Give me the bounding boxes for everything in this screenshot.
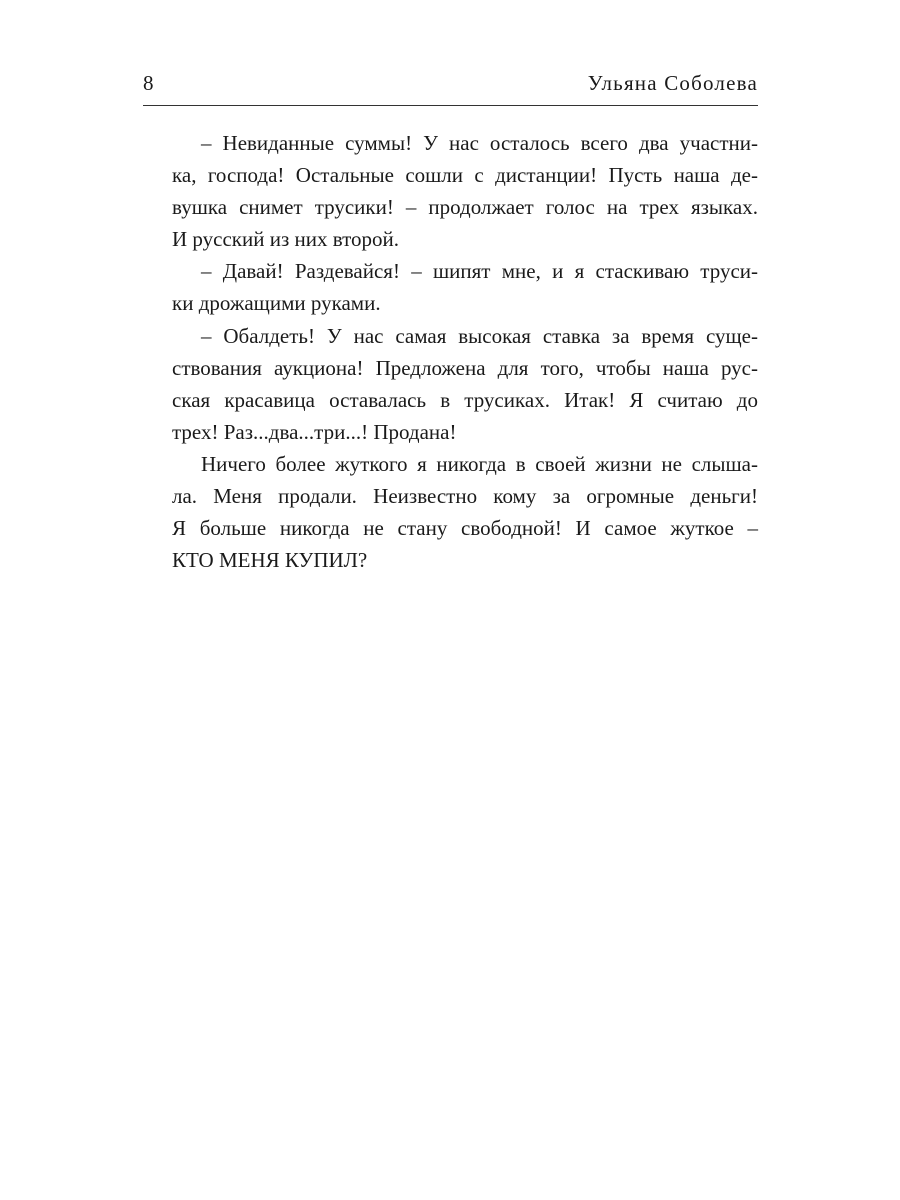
text-line: Я больше никогда не стану свободной! И самое жуткое – (172, 516, 758, 541)
text-line: Ничего более жуткого я никогда в своей жизни не слыша- (201, 451, 758, 476)
header-rule (143, 105, 758, 106)
text-line: ская красавица оставалась в трусиках. Итак! Я считаю до (172, 387, 758, 412)
paragraph (143, 448, 758, 576)
text-line: И русский из них второй. (172, 227, 400, 252)
text-line: ка, господа! Остальные сошли с дистанции! Пусть наша де- (172, 163, 758, 188)
page-header (143, 68, 758, 98)
body-text (143, 127, 758, 576)
running-head-author: Ульяна Соболева (587, 71, 758, 95)
paragraph (143, 320, 758, 448)
text-line: – Невиданные суммы! У нас осталось всего два участни- (201, 131, 758, 155)
text-line: – Обалдеть! У нас самая высокая ставка за время суще- (201, 323, 758, 348)
paragraph (143, 127, 758, 255)
text-line: ки дрожащими руками. (172, 291, 381, 316)
text-line: ствования аукциона! Предложена для того, чтобы наша рус- (172, 355, 758, 380)
page-number: 8 (143, 71, 154, 95)
text-line: вушка снимет трусики! – продолжает голос на трех языках. (172, 195, 758, 220)
text-line: КТО МЕНЯ КУПИЛ? (172, 548, 368, 573)
text-line: – Давай! Раздевайся! – шипят мне, и я стаскиваю труси- (201, 259, 758, 284)
text-line: ла. Меня продали. Неизвестно кому за огромные деньги! (172, 484, 758, 509)
paragraph (143, 255, 758, 319)
text-line: трех! Раз...два...три...! Продана! (172, 419, 457, 444)
